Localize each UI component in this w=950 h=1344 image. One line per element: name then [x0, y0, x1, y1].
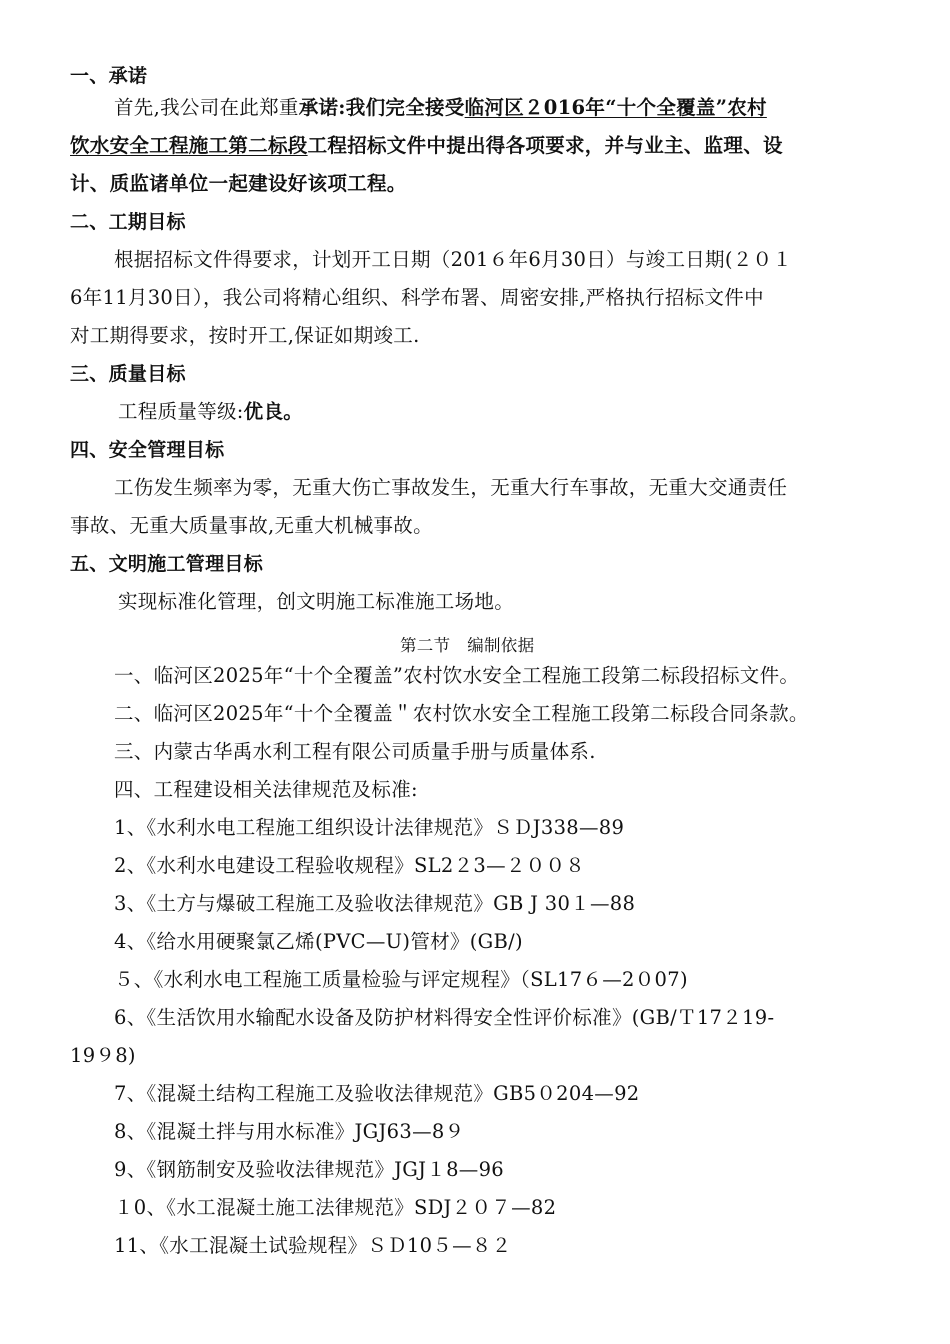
quality-label: 工程质量等级: [118, 400, 244, 423]
safety-line-1: 工伤发生频率为零，无重大伤亡事故发生，无重大行车事故，无重大交通责任 [114, 476, 788, 499]
quality-line [118, 398, 303, 426]
commitment-bold-2: 工程招标文件中提出得各项要求，并与业主、监理、设 [307, 134, 783, 157]
heading-schedule: 二、工期目标 [70, 211, 186, 233]
commitment-line-3: 计、质监诸单位一起建设好该项工程。 [70, 172, 407, 195]
commitment-intro: 首先,我公司在此郑重 [114, 96, 299, 119]
basis-item-3: 三、内蒙古华禹水利工程有限公司质量手册与质量体系. [114, 740, 596, 763]
commitment-line-1 [114, 94, 767, 122]
regulation-1: 1、《水利水电工程施工组织设计法律规范》ＳＤJ338—89 [114, 816, 625, 839]
heading-quality: 三、质量目标 [70, 363, 186, 385]
regulation-10: １0、《水工混凝土施工法律规范》SDJ２０７—82 [114, 1196, 557, 1219]
regulation-2: 2、《水利水电建设工程验收规程》SL2２3—２００８ [114, 854, 586, 877]
schedule-line-2: 6年11月30日），我公司将精心组织、科学布署、周密安排,严格执行招标文件中 [70, 286, 764, 309]
regulation-7: 7、《混凝土结构工程施工及验收法律规范》GB5０204—92 [114, 1082, 640, 1105]
project-name-part-2: 饮水安全工程施工第二标段 [70, 134, 308, 157]
project-name-part-1: 临河区２016年“十个全覆盖”农村 [464, 96, 767, 119]
commitment-bold: 承诺:我们完全接受 [298, 96, 465, 119]
regulation-6-continued: 19９8) [70, 1044, 136, 1067]
section-title: 第二节 编制依据 [400, 636, 535, 655]
commitment-line-2 [70, 132, 783, 160]
safety-line-2: 事故、无重大质量事故,无重大机械事故。 [70, 514, 433, 537]
basis-item-1: 一、临河区2025年“十个全覆盖”农村饮水安全工程施工段第二标段招标文件。 [114, 664, 800, 687]
heading-civilized-construction: 五、文明施工管理目标 [70, 553, 264, 575]
regulation-4: 4、《给水用硬聚氯乙烯(PVC—U)管材》(GB/) [114, 930, 523, 953]
regulation-8: 8、《混凝土拌与用水标准》JGJ63—8９ [114, 1120, 465, 1143]
regulation-11: 11、《水工混凝土试验规程》ＳＤ10５—８２ [114, 1234, 512, 1257]
schedule-line-1: 根据招标文件得要求，计划开工日期（201６年6月30日）与竣工日期(２０１ [114, 248, 793, 271]
regulation-5: ５、《水利水电工程施工质量检验与评定规程》（SL17６—2０07) [114, 968, 688, 991]
civilized-line: 实现标准化管理，创文明施工标准施工场地。 [118, 590, 515, 613]
heading-safety: 四、安全管理目标 [70, 439, 225, 461]
basis-item-4: 四、工程建设相关法律规范及标准: [114, 778, 418, 801]
regulation-9: 9、《钢筋制安及验收法律规范》JGJ１8—96 [114, 1158, 504, 1181]
schedule-line-3: 对工期得要求，按时开工,保证如期竣工. [70, 324, 420, 347]
regulation-3: 3、《土方与爆破工程施工及验收法律规范》GB J 30１—88 [114, 892, 636, 915]
basis-item-2: 二、临河区2025年“十个全覆盖＂农村饮水安全工程施工段第二标段合同条款。 [114, 702, 809, 725]
regulation-6: 6、《生活饮用水输配水设备及防护材料得安全性评价标准》(GB/Ｔ17２19- [114, 1006, 775, 1029]
heading-commitment: 一、承诺 [70, 65, 148, 87]
quality-grade: 优良。 [243, 400, 304, 423]
